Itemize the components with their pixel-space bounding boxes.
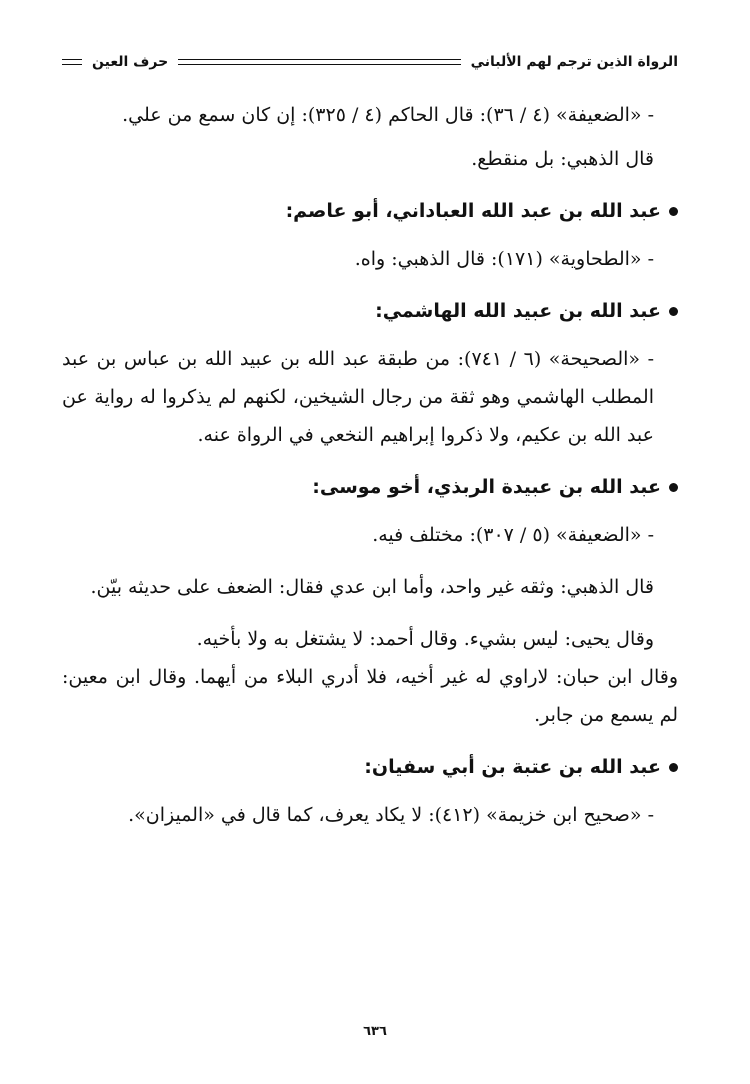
narrator-entry-utba — [62, 748, 678, 786]
entry-heading: عبد الله بن عبيد الله الهاشمي: — [375, 300, 661, 322]
narrator-entry-abbadani — [62, 192, 678, 230]
book-title: الرواة الذين ترجم لهم الألباني — [470, 54, 678, 70]
header-rule — [178, 59, 460, 65]
paragraph-yahya-ahmad: وقال يحيى: ليس بشيء. وقال أحمد: لا يشتغل به ولا بأخيه. — [196, 628, 654, 650]
bullet-icon — [669, 307, 678, 316]
paragraph-daifa-citation: - «الضعيفة» (٤ / ٣٦): قال الحاكم (٤ / ٣٢٥): إن كان سمع من علي. — [122, 104, 654, 126]
bullet-icon — [669, 763, 678, 772]
bullet-icon — [669, 207, 678, 216]
header-end-mark — [62, 59, 82, 65]
paragraph-ibn-hibban: وقال ابن حبان: لاراوي له غير أخيه، فلا أدري البلاء من أيهما. وقال ابن معين: لم يسمع من جابر. — [62, 666, 678, 726]
narrator-entry-rabadhi — [62, 468, 678, 506]
running-header — [62, 48, 678, 76]
bullet-icon — [669, 483, 678, 492]
paragraph-daifa-citation-2: - «الضعيفة» (٥ / ٣٠٧): مختلف فيه. — [372, 524, 654, 546]
page-body — [62, 96, 678, 848]
page-number: ٦٣٦ — [363, 1024, 387, 1039]
paragraph-dhahabi-tawthiq: قال الذهبي: وثقه غير واحد، وأما ابن عدي فقال: الضعف على حديثه بيّن. — [90, 576, 654, 598]
paragraph-ibn-khuzayma-citation: - «صحيح ابن خزيمة» (٤١٢): لا يكاد يعرف، كما قال في «الميزان». — [128, 804, 654, 826]
entry-heading: عبد الله بن عبيدة الربذي، أخو موسى: — [312, 476, 661, 498]
paragraph-sahiha-citation: - «الصحيحة» (٦ / ٧٤١): من طبقة عبد الله بن عبيد الله بن عباس بن عبد المطلب الهاشمي وهو ثقة من رجال الشيخين، لكنهم لم يذكروا له رواية عن عبد الله بن عكيم، ولا ذكروا إبراهيم النخعي في الرواة عنه. — [62, 348, 654, 446]
entry-heading: عبد الله بن عبد الله العباداني، أبو عاصم: — [285, 200, 661, 222]
narrator-entry-hashimi — [62, 292, 678, 330]
entry-heading: عبد الله بن عتبة بن أبي سفيان: — [364, 756, 661, 778]
paragraph-tahawiya-citation: - «الطحاوية» (١٧١): قال الذهبي: واه. — [354, 248, 654, 270]
chapter-title: حرف العين — [92, 54, 169, 70]
paragraph-dhahabi-comment: قال الذهبي: بل منقطع. — [471, 148, 654, 170]
